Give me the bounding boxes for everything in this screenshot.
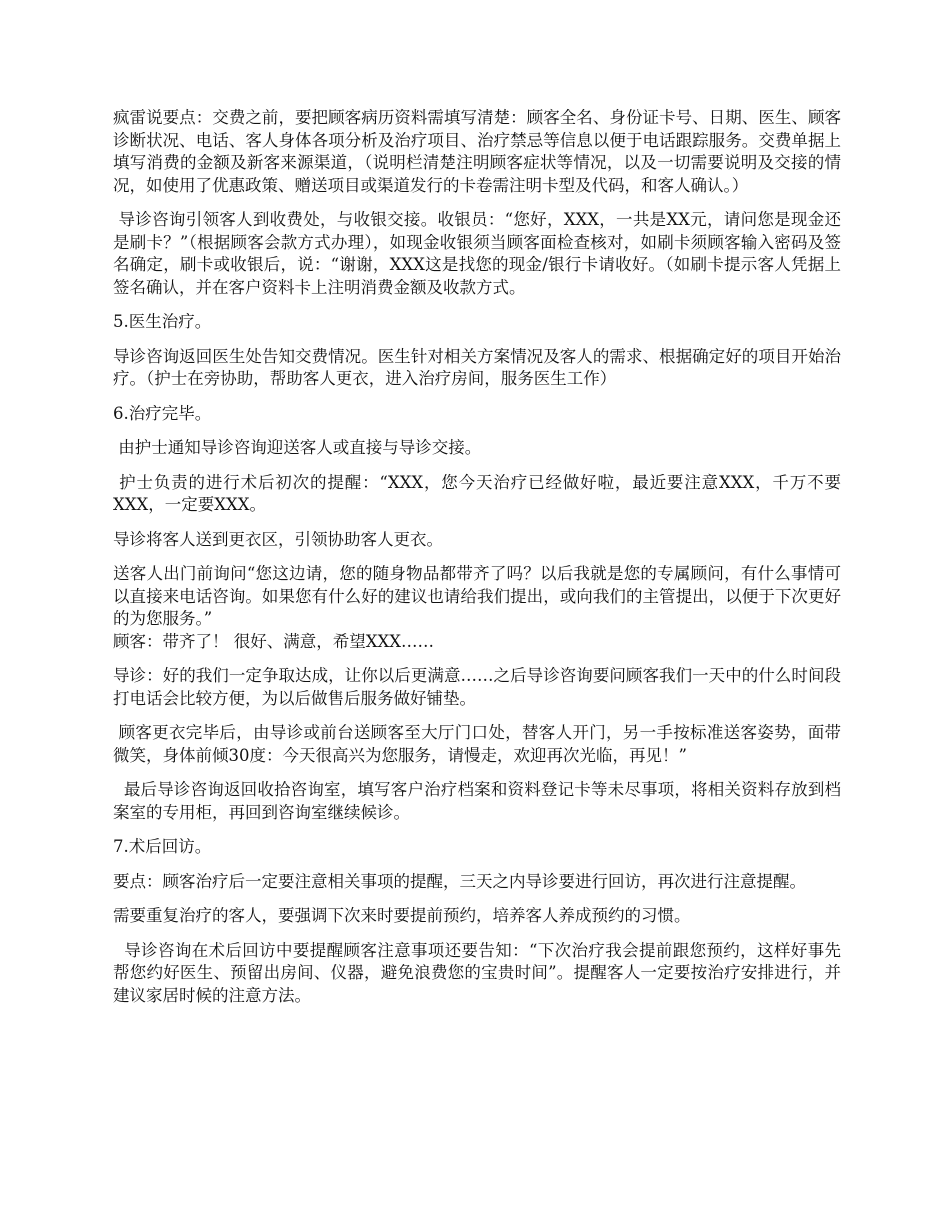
paragraph-customer-reply: 顾客：带齐了！ 很好、满意，希望XXX…… (113, 631, 434, 651)
paragraph-payment-notes: 疯雷说要点：交费之前，要把顾客病历资料需填写清楚：顾客全名、身份证卡号、日期、医生、顾客诊断状况、电话、客人身体各项分析及治疗项目、治疗禁忌等信息以便于电话跟踪服务。交费单据上填写消费的金额及新客来源渠道，（说明栏清楚注明顾客症状等情况，以及一切需要说明及交接的情况，如使用了优惠政策、赠送项目或渠道发行的卡卷需注明卡型及代码，和客人确认。） (113, 108, 841, 195)
paragraph-nurse-reminder: 护士负责的进行术后初次的提醒：“XXX，您今天治疗已经做好啦，最近要注意XXX，千万不要XXX，一定要XXX。 (113, 472, 841, 514)
section-heading-treatment-complete: 6.治疗完毕。 (113, 403, 212, 423)
paragraph-nurse-notify: 由护士通知导诊咨询迎送客人或直接与导诊交接。 (113, 438, 482, 457)
section-heading-follow-up: 7.术后回访。 (113, 837, 212, 856)
paragraph-see-off: 顾客更衣完毕后，由导诊或前台送顾客至大厅门口处，替客人开门，另一手按标准送客姿势，面带微笑，身体前倾30度：今天很高兴为您服务，请慢走，欢迎再次光临，再见！” (113, 723, 842, 765)
section-heading-doctor-treatment: 5.医生治疗。 (113, 312, 212, 331)
paragraph-guide-reply: 导诊：好的我们一定争取达成，让你以后更满意……之后导诊咨询要问顾客我们一天中的什么时间段打电话会比较方便，为以后做售后服务做好铺垫。 (113, 666, 841, 708)
document-body (113, 107, 841, 1019)
paragraph-farewell-question: 送客人出门前询问“您这边请，您的随身物品都带齐了吗？以后我就是您的专属顾问，有什么事情可以直接来电话咨询。如果您有什么好的建议也请给我们提出，或向我们的主管提出，以便于下次更好的为您服务。” (113, 564, 841, 628)
paragraph-cashier-handoff: 导诊咨询引领客人到收费处，与收银交接。收银员：“您好，XXX，一共是XX元，请问您是现金还是刷卡？”（根据顾客会款方式办理），如现金收银须当顾客面检查核对，如刷卡须顾客输入密码及签名确定，刷卡或收银后，说：“谢谢，XXX这是找您的现金/银行卡请收好。（如刷卡提示客人凭据上签名确认，并在客户资料卡上注明消费金额及收款方式。 (113, 210, 842, 297)
paragraph-repeat-treatment: 需要重复治疗的客人，要强调下次来时要提前预约，培养客人养成预约的习惯。 (113, 906, 691, 925)
paragraph-doctor-treatment: 导诊咨询返回医生处告知交费情况。医生针对相关方案情况及客人的需求、根据确定好的项目开始治疗。（护士在旁协助，帮助客人更衣，进入治疗房间，服务医生工作） (113, 346, 841, 388)
paragraph-archive: 最后导诊咨询返回收拾咨询室，填写客户治疗档案和资料登记卡等未尽事项，将相关资料存放到档案室的专用柜，再回到咨询室继续候诊。 (113, 780, 841, 822)
paragraph-changing-area: 导诊将客人送到更衣区，引领协助客人更衣。 (113, 529, 443, 549)
paragraph-follow-up-key-points: 要点：顾客治疗后一定要注意相关事项的提醒，三天之内导诊要进行回访，再次进行注意提醒。 (113, 871, 806, 891)
paragraph-follow-up-reminder: 导诊咨询在术后回访中要提醒顾客注意事项还要告知：“下次治疗我会提前跟您预约，这样好事先帮您约好医生、预留出房间、仪器，避免浪费您的宝贵时间”。提醒客人一定要按治疗安排进行，并建议家居时候的注意方法。 (113, 940, 842, 1005)
